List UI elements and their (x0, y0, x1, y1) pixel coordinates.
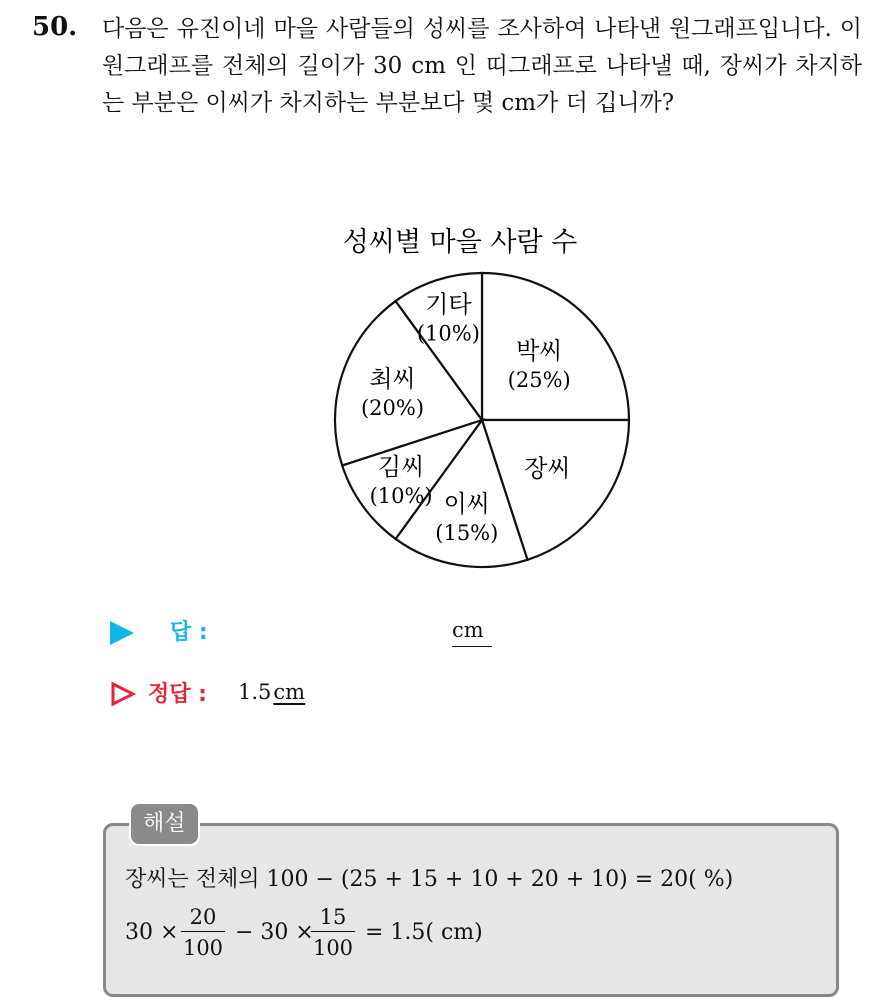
fraction-2-numerator: 15 (319, 905, 347, 929)
slice-percent-label: (10%) (416, 321, 480, 346)
question-number: 50. (32, 12, 78, 42)
correct-answer-row (110, 677, 530, 711)
correct-answer-label: 정답 : (148, 682, 207, 707)
pie-chart (300, 215, 660, 575)
slice-name-label: 김씨 (377, 452, 425, 481)
chart-title: 성씨별 마을 사람 수 (342, 227, 578, 258)
fraction-1 (179, 903, 227, 962)
fraction-2-denominator: 100 (312, 936, 354, 960)
fraction-1-denominator: 100 (182, 936, 224, 960)
expr-part-b: − 30 × (235, 920, 314, 945)
slice-name-label: 장씨 (524, 454, 571, 483)
solution-line-1: 장씨는 전체의 100 − (25 + 15 + 10 + 20 + 10) = 20( %) (125, 867, 734, 892)
slice-name-label: 기타 (425, 290, 472, 319)
fraction-2 (309, 903, 357, 962)
solution-tab: 해설 (129, 802, 200, 846)
expr-part-c: = 1.5( cm) (365, 920, 483, 945)
slice-name-label: 최씨 (369, 364, 416, 393)
slice-name-label: 이씨 (443, 489, 490, 518)
solution-line-2 (125, 903, 725, 967)
answer-blank[interactable] (452, 646, 492, 647)
slice-percent-label: (10%) (369, 483, 433, 508)
slice-percent-label: (15%) (435, 520, 499, 545)
slice-name-label: 박씨 (516, 336, 563, 365)
slice-percent-label: (25%) (507, 367, 571, 392)
correct-answer-unit: cm (273, 680, 306, 704)
fraction-1-numerator: 20 (189, 905, 217, 929)
correct-answer-value: 1.5cm (238, 680, 306, 704)
question-text: 다음은 유진이네 마을 사람들의 성씨를 조사하여 나타낸 원그래프입니다. 이 원그래프를 전체의 길이가 30 cm 인 띠그래프로 나타낼 때, 장씨가 차지하는 부분은 이씨가 차지하는 부분보다 몇 cm가 더 깁니까? (102, 16, 862, 116)
answer-label: 답 : (170, 620, 208, 645)
slice-percent-label: (20%) (360, 395, 425, 420)
play-triangle-icon (110, 621, 134, 645)
outline-triangle-icon (110, 681, 136, 707)
pie-chart-svg (300, 215, 660, 575)
expr-part-a: 30 × (125, 920, 179, 945)
answer-unit: cm (452, 618, 484, 642)
answer-row (110, 615, 530, 649)
